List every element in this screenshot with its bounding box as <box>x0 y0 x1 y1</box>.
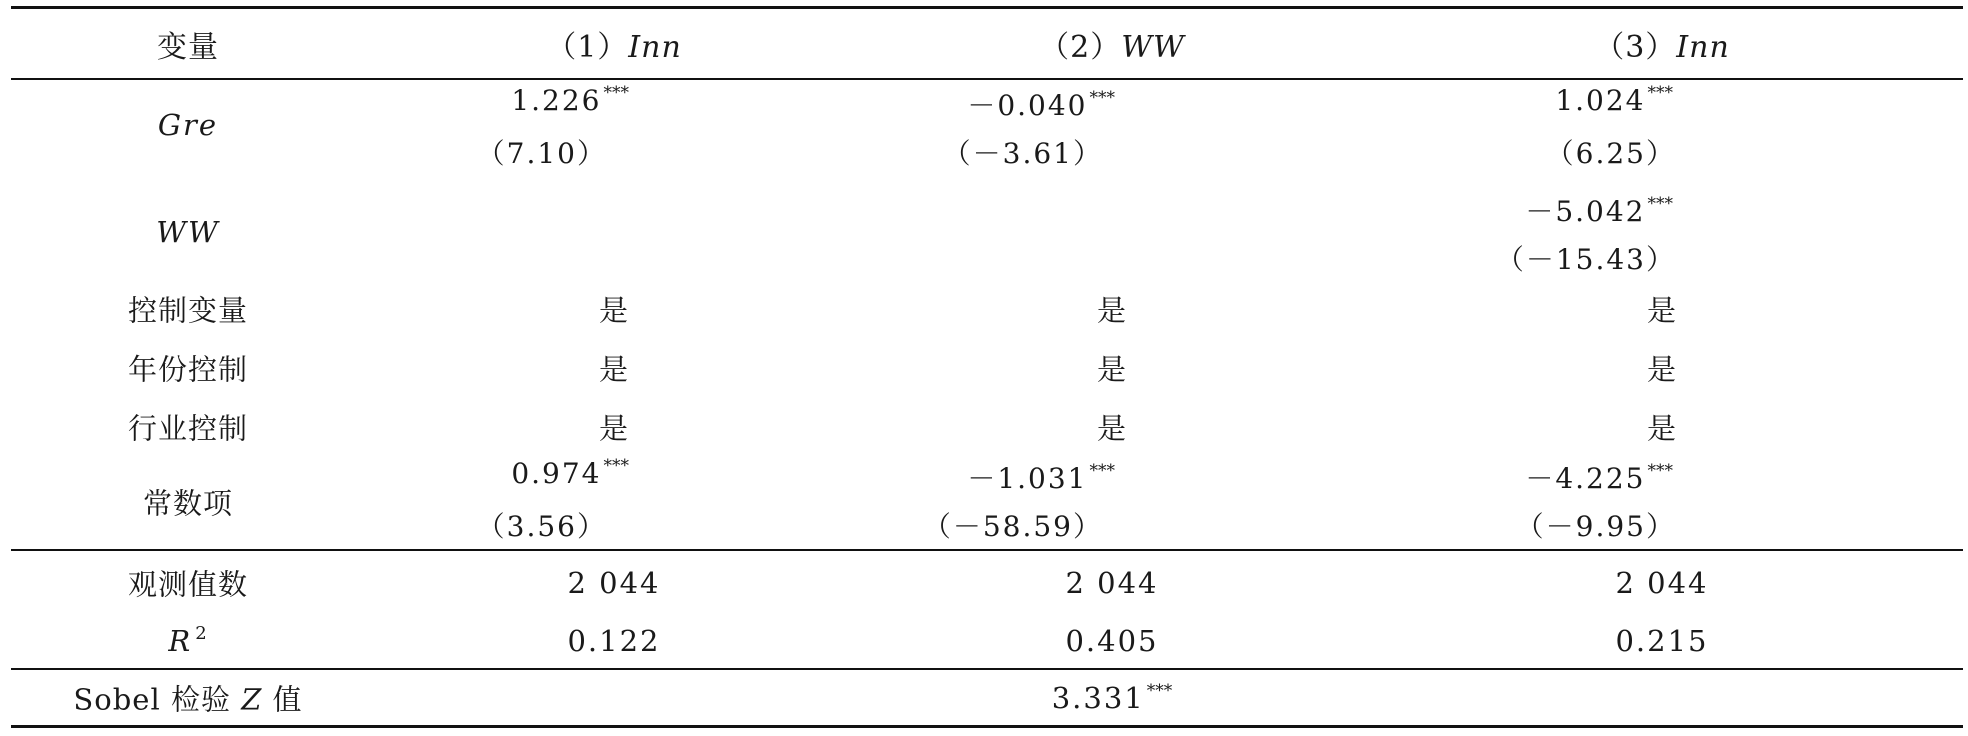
obs-col2-cell <box>863 556 1361 610</box>
ww-col3-coef <box>1525 190 1673 230</box>
constant-col2-coef <box>967 457 1115 497</box>
constant-col3-coef <box>1525 457 1673 497</box>
row-label-gre: Gre <box>157 108 219 143</box>
ww-col3-tstat: （－15.43） <box>1495 243 1676 276</box>
header-col3-var: Inn <box>1676 29 1730 65</box>
controls-col2-cell <box>863 283 1361 335</box>
obs-col1: 2 044 <box>567 566 661 600</box>
coef-value: －4.225 <box>1525 462 1646 495</box>
sobel-label-var: Z <box>241 682 263 717</box>
header-col2-prefix: （2） <box>1039 29 1122 65</box>
mid-rule <box>11 549 1963 551</box>
row-label-sobel <box>11 678 365 719</box>
significance-stars: *** <box>603 83 629 103</box>
obs-col3: 2 044 <box>1615 566 1709 600</box>
row-label-cell <box>11 342 365 394</box>
r2-col1: 0.122 <box>567 624 661 658</box>
pre-sobel-rule <box>11 668 1963 670</box>
gre-col2-tstat: （－3.61） <box>942 137 1103 170</box>
industry-col3-cell <box>1361 401 1963 453</box>
significance-stars: *** <box>603 456 629 476</box>
sobel-label-suffix: 值 <box>262 682 303 717</box>
gre-col1-cell <box>365 82 863 180</box>
gre-col3-tstat: （6.25） <box>1545 137 1676 170</box>
header-col2-cell <box>863 9 1361 78</box>
r2-superscript: 2 <box>195 623 208 644</box>
controls-col1: 是 <box>598 293 629 328</box>
significance-stars: *** <box>1647 194 1673 214</box>
industry-col2: 是 <box>1096 411 1127 446</box>
industry-col2-cell <box>863 401 1361 453</box>
constant-col1-tstat: （3.56） <box>476 510 607 543</box>
significance-stars: *** <box>1089 88 1115 108</box>
header-col1-prefix: （1） <box>546 29 629 65</box>
coef-value: －0.040 <box>967 89 1088 122</box>
gre-col2-coef <box>967 84 1115 124</box>
year-col2: 是 <box>1096 352 1127 387</box>
r2-col3: 0.215 <box>1615 624 1709 658</box>
table-row-gre <box>11 82 1963 180</box>
sobel-value-cell <box>863 671 1361 725</box>
coef-value: －5.042 <box>1525 195 1646 228</box>
row-label-cell <box>11 614 365 668</box>
controls-col3-cell <box>1361 283 1963 335</box>
row-label-year: 年份控制 <box>127 352 248 387</box>
year-col1: 是 <box>598 352 629 387</box>
gre-col1-tstat: （7.10） <box>476 137 607 170</box>
table-row-obs <box>11 556 1963 610</box>
r2-col3-cell <box>1361 614 1963 668</box>
coef-value: 1.226 <box>511 84 602 117</box>
constant-col3-cell <box>1361 455 1963 549</box>
sobel-label-prefix: Sobel 检验 <box>73 682 242 717</box>
industry-col1: 是 <box>598 411 629 446</box>
row-label-ww: WW <box>156 215 220 250</box>
controls-col1-cell <box>365 283 863 335</box>
header-row <box>11 9 1963 78</box>
header-variable: 变量 <box>157 29 219 65</box>
gre-col2-cell <box>863 82 1361 180</box>
year-col3-cell <box>1361 342 1963 394</box>
obs-col2: 2 044 <box>1065 566 1159 600</box>
row-label-obs: 观测值数 <box>127 567 248 602</box>
header-col1-cell <box>365 9 863 78</box>
constant-col1-cell <box>365 455 863 549</box>
row-label-industry: 行业控制 <box>127 411 248 446</box>
table-row-controls <box>11 283 1963 335</box>
gre-col3-coef <box>1555 84 1673 117</box>
row-label-cell <box>11 188 365 286</box>
row-label-cell <box>11 283 365 335</box>
constant-col2-cell <box>863 455 1361 549</box>
year-col2-cell <box>863 342 1361 394</box>
table-row-sobel <box>11 671 1963 725</box>
table-row-r2 <box>11 614 1963 668</box>
constant-col2-tstat: （－58.59） <box>922 510 1103 543</box>
ww-col1-cell <box>365 188 863 286</box>
r2-col2-cell <box>863 614 1361 668</box>
gre-col3-cell <box>1361 82 1963 180</box>
row-label-cell <box>11 82 365 180</box>
header-variable-cell <box>11 9 365 78</box>
row-label-r2 <box>11 624 365 658</box>
year-col3: 是 <box>1646 352 1677 387</box>
header-col3-cell <box>1361 9 1963 78</box>
header-col3-prefix: （3） <box>1594 29 1677 65</box>
row-label-cell <box>11 671 365 725</box>
controls-col3: 是 <box>1646 293 1677 328</box>
significance-stars: *** <box>1647 83 1673 103</box>
controls-col2: 是 <box>1096 293 1127 328</box>
row-label-cell <box>11 401 365 453</box>
year-col1-cell <box>365 342 863 394</box>
header-col1-var: Inn <box>628 29 682 65</box>
obs-col3-cell <box>1361 556 1963 610</box>
header-col3 <box>1361 22 1963 66</box>
row-label-cell <box>11 556 365 610</box>
row-label-constant: 常数项 <box>142 486 233 521</box>
sobel-number: 3.331 <box>1051 681 1145 715</box>
bottom-rule <box>11 725 1963 728</box>
header-col1 <box>365 22 863 66</box>
industry-col1-cell <box>365 401 863 453</box>
sobel-value <box>863 681 1361 715</box>
ww-col2-cell <box>863 188 1361 286</box>
r2-symbol: R <box>168 624 192 658</box>
r2-col1-cell <box>365 614 863 668</box>
table-row-ww <box>11 188 1963 286</box>
gre-col1-coef <box>511 84 629 117</box>
table-row-year <box>11 342 1963 394</box>
constant-col3-tstat: （－9.95） <box>1515 510 1676 543</box>
significance-stars: *** <box>1089 461 1115 481</box>
coef-value: －1.031 <box>967 462 1088 495</box>
coef-value: 0.974 <box>511 457 602 490</box>
header-rule <box>11 78 1963 80</box>
row-label-controls: 控制变量 <box>127 293 248 328</box>
table-row-industry <box>11 401 1963 453</box>
table-row-constant <box>11 455 1963 549</box>
constant-col1-coef <box>511 457 629 490</box>
ww-col3-cell <box>1361 188 1963 286</box>
row-label-cell <box>11 455 365 549</box>
r2-col2: 0.405 <box>1065 624 1159 658</box>
header-col2-var: WW <box>1121 29 1185 65</box>
header-col2 <box>863 22 1361 66</box>
significance-stars: *** <box>1146 681 1173 701</box>
significance-stars: *** <box>1647 461 1673 481</box>
industry-col3: 是 <box>1646 411 1677 446</box>
coef-value: 1.024 <box>1555 84 1646 117</box>
obs-col1-cell <box>365 556 863 610</box>
